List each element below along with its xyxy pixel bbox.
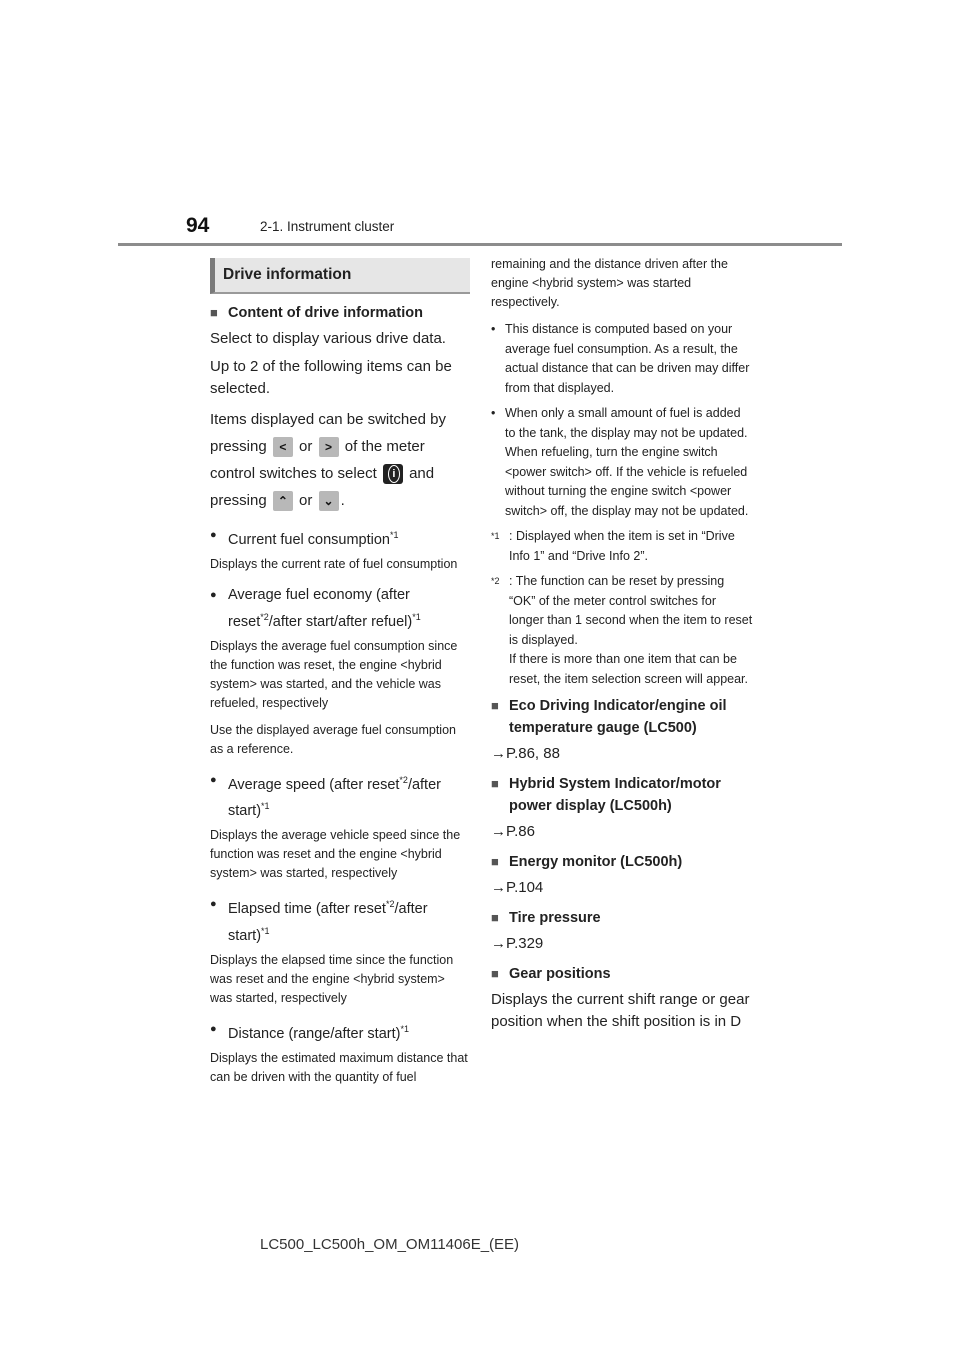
subheading-gear-positions: ■ Gear positions: [491, 963, 753, 985]
bullet-distance: ● Distance (range/after start)$^{*1}$: [210, 1018, 470, 1045]
document-code: LC500_LC500h_OM_OM11406E_(EE): [260, 1236, 520, 1253]
desc-elapsed-time: Displays the elapsed time since the function was reset and the engine <hybrid system> was started, respectively: [210, 952, 454, 1005]
bullet-current-fuel: ● Current fuel consumption$^{*1}$: [210, 524, 470, 551]
section-title: 2-1. Instrument cluster: [260, 219, 395, 234]
paragraph-switch-instructions: Items displayed can be switched by pressing < or > of the meter control switches to select i and pressing ⌃ or ⌄ .: [210, 406, 470, 514]
paragraph-gear-positions: Displays the current shift range or gear position when the shift position is in D: [491, 991, 750, 1030]
bullet-icon: ●: [210, 898, 217, 911]
desc-average-speed: Displays the average vehicle speed since the function was reset and the engine <hybrid system> was started, respectively: [210, 828, 461, 881]
note-bullet: • This distance is computed based on your average fuel consumption. As a result, the actual distance that can be driven may differ from that displayed.: [491, 322, 750, 395]
page-reference: →P.86, 88: [491, 745, 560, 762]
bullet-icon: ●: [210, 529, 217, 541]
square-bullet-icon: ■: [491, 854, 499, 869]
square-bullet-icon: ■: [491, 698, 499, 713]
bullet-average-fuel: ● Average fuel economy (after reset$^{*2}$/after start/after refuel)$^{*1}$: [210, 584, 470, 633]
drive-information-heading: Drive information: [210, 258, 470, 294]
bullet-elapsed-time: ● Elapsed time (after reset$^{*2}$/after start)$^{*1}$: [210, 893, 470, 947]
page-number: 94: [186, 214, 210, 237]
square-bullet-icon: ■: [491, 966, 499, 981]
page-reference: →P.86: [491, 823, 535, 840]
left-column: [210, 258, 470, 1095]
info-icon: [383, 464, 403, 484]
desc-distance: Displays the estimated maximum distance that can be driven with the quantity of fuel: [210, 1050, 468, 1084]
bullet-icon: ●: [210, 1022, 217, 1035]
chevron-up-icon: ⌃: [273, 491, 293, 511]
chevron-right-icon: >: [319, 437, 339, 457]
bullet-average-speed: ● Average speed (after reset$^{*2}$/after start)$^{*1}$: [210, 769, 470, 823]
bullet-icon: ●: [210, 773, 217, 786]
right-column: [491, 255, 753, 1039]
square-bullet-icon: ■: [491, 776, 499, 791]
subheading-tire-pressure: ■ Tire pressure: [491, 907, 753, 929]
footnote-2: $^{*2}$ : The function can be reset by pressing “OK” of the meter control switches for longer than 1 second when the item to reset is displayed. If there is more than one item that can be reset, the item selection screen will appear.: [491, 574, 753, 686]
paragraph: Up to 2 of the following items can be selected.: [210, 358, 452, 397]
subheading-hybrid-system: ■ Hybrid System Indicator/motor power display (LC500h): [491, 773, 753, 817]
subheading-content: ■ Content of drive information: [210, 302, 470, 324]
subheading-energy-monitor: ■ Energy monitor (LC500h): [491, 851, 753, 873]
subheading-eco-driving: ■ Eco Driving Indicator/engine oil temperature gauge (LC500): [491, 695, 753, 739]
chevron-down-icon: ⌄: [319, 491, 339, 511]
square-bullet-icon: ■: [491, 910, 499, 925]
desc-average-fuel: Displays the average fuel consumption since the function was reset, the engine <hybrid system> was started, and the vehicle was refueled, respectively: [210, 638, 458, 710]
page-reference: →P.329: [491, 935, 544, 952]
desc-distance-cont: remaining and the distance driven after the engine <hybrid system> was started respectively.: [491, 257, 728, 309]
page-reference: →P.104: [491, 879, 544, 896]
footnote-1: $^{*1}$ : Displayed when the item is set in “Drive Info 1” and “Drive Info 2”.: [491, 529, 735, 563]
desc-average-fuel-note: Use the displayed average fuel consumption as a reference.: [210, 722, 456, 756]
note-bullet: • When only a small amount of fuel is added to the tank, the display may not be updated. When refueling, turn the engine switch <power switch> off. If the vehicle is refueled without turning the engine switch <power switch> off, the display may not be updated.: [491, 406, 749, 518]
desc-current-fuel: Displays the current rate of fuel consumption: [210, 556, 458, 571]
header-rule: [118, 243, 842, 246]
chevron-left-icon: <: [273, 437, 293, 457]
bullet-icon: ●: [210, 588, 217, 601]
paragraph: Select to display various drive data.: [210, 330, 446, 347]
square-bullet-icon: ■: [210, 305, 218, 320]
